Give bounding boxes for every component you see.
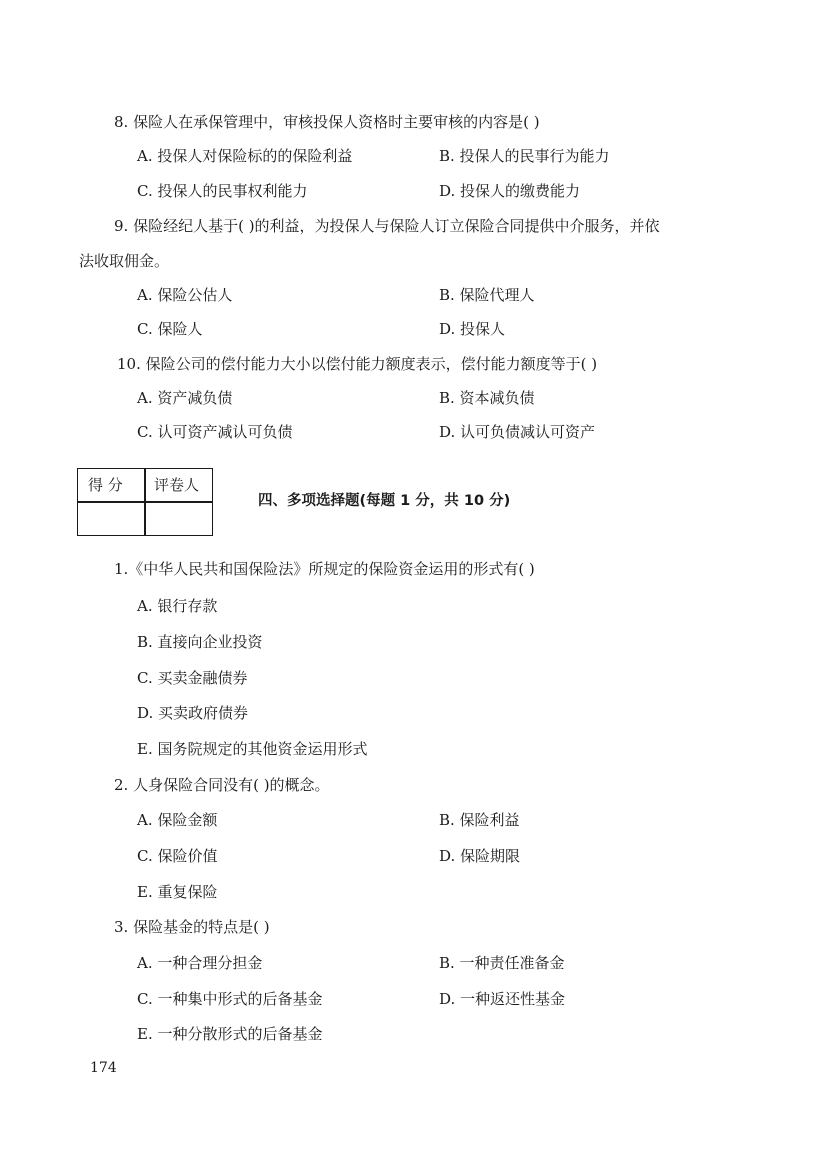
- multi-question-1-option-a: A. 银行存款: [137, 597, 218, 615]
- question-9-stem-line1: 9. 保险经纪人基于( )的利益，为投保人与保险人订立保险合同提供中介服务，并依: [114, 217, 660, 235]
- question-9-option-d: D. 投保人: [439, 320, 506, 338]
- multi-question-1-option-d: D. 买卖政府债券: [137, 704, 249, 722]
- question-10-option-b: B. 资本减负债: [439, 389, 535, 407]
- question-8-option-b: B. 投保人的民事行为能力: [439, 147, 610, 165]
- question-9-option-c: C. 保险人: [137, 320, 203, 338]
- multi-question-3-option-e: E. 一种分散形式的后备基金: [137, 1025, 323, 1043]
- multi-question-2-option-b: B. 保险利益: [439, 811, 520, 829]
- question-8-option-a: A. 投保人对保险标的的保险利益: [137, 147, 353, 165]
- question-9-option-a: A. 保险公估人: [137, 286, 233, 304]
- question-9-stem-line2: 法收取佣金。: [79, 252, 170, 270]
- multi-question-3-option-b: B. 一种责任准备金: [439, 954, 565, 972]
- multi-question-3-stem: 3. 保险基金的特点是( ): [114, 918, 270, 936]
- question-9-option-b: B. 保险代理人: [439, 286, 535, 304]
- multi-question-2-stem: 2. 人身保险合同没有( )的概念。: [114, 776, 330, 794]
- question-8-stem: 8. 保险人在承保管理中，审核投保人资格时主要审核的内容是( ): [114, 113, 540, 131]
- score-box-divider-horizontal: [78, 501, 212, 503]
- multi-question-2-option-e: E. 重复保险: [137, 883, 218, 901]
- page-number: 174: [90, 1060, 117, 1076]
- grader-label: 评卷人: [154, 476, 200, 494]
- question-10-option-d: D. 认可负债减认可资产: [439, 423, 596, 441]
- score-label: 得 分: [88, 476, 123, 494]
- score-box: [77, 468, 213, 536]
- multi-question-1-stem: 1.《中华人民共和国保险法》所规定的保险资金运用的形式有( ): [114, 560, 535, 578]
- question-10-stem: 10. 保险公司的偿付能力大小以偿付能力额度表示，偿付能力额度等于( ): [117, 355, 598, 373]
- question-8-option-d: D. 投保人的缴费能力: [439, 182, 581, 200]
- multi-question-3-option-d: D. 一种返还性基金: [439, 990, 566, 1008]
- question-8-option-c: C. 投保人的民事权利能力: [137, 182, 308, 200]
- multi-question-3-option-c: C. 一种集中形式的后备基金: [137, 990, 323, 1008]
- multi-question-1-option-b: B. 直接向企业投资: [137, 633, 263, 651]
- question-10-option-a: A. 资产减负债: [137, 389, 233, 407]
- multi-question-2-option-d: D. 保险期限: [439, 847, 521, 865]
- section-4-title: 四、多项选择题(每题 1 分，共 10 分): [258, 493, 511, 509]
- multi-question-2-option-c: C. 保险价值: [137, 847, 218, 865]
- multi-question-2-option-a: A. 保险金额: [137, 811, 218, 829]
- question-10-option-c: C. 认可资产减认可负债: [137, 423, 293, 441]
- multi-question-1-option-e: E. 国务院规定的其他资金运用形式: [137, 740, 368, 758]
- multi-question-1-option-c: C. 买卖金融债券: [137, 669, 248, 687]
- multi-question-3-option-a: A. 一种合理分担金: [137, 954, 263, 972]
